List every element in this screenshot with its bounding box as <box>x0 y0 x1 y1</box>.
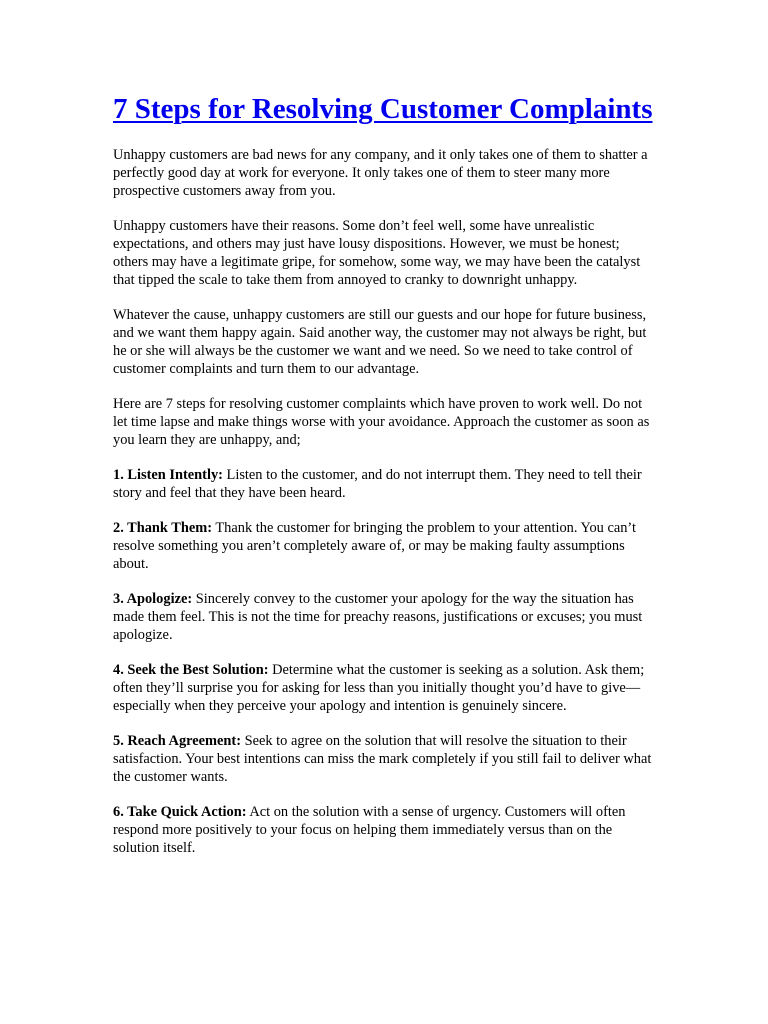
title-text[interactable]: 7 Steps for Resolving Customer Complaints <box>113 93 653 125</box>
step-5-text: Seek to agree on the solution that will resolve the situation to their satisfaction. Your best intentions can miss the mark completely if you still fail to deliver what the customer wants. <box>113 733 652 785</box>
paragraph-4: Here are 7 steps for resolving customer complaints which have proven to work well. Do not let time lapse and make things worse with your avoidance. Approach the customer as soon as you learn they are unhappy, and; <box>113 396 650 448</box>
step-1 <box>113 466 658 502</box>
step-4 <box>113 661 658 715</box>
step-1-text: Listen to the customer, and do not interrupt them. They need to tell their story and feel that they have been heard. <box>113 467 642 501</box>
step-2-heading: 2. Thank Them: <box>113 520 213 536</box>
step-3-heading: 3. Apologize: <box>113 591 193 607</box>
step-2 <box>113 519 658 573</box>
step-4-text: Determine what the customer is seeking as a solution. Ask them; often they’ll surprise you for asking for less than you initially thought you’d have to give—especially when they perceive your apology and intention is genuinely sincere. <box>113 662 645 714</box>
step-3 <box>113 590 658 644</box>
intro-section <box>113 146 658 449</box>
steps-list <box>113 466 658 857</box>
paragraph-3: Whatever the cause, unhappy customers are still our guests and our hope for future business, and we want them happy again. Said another way, the customer may not always be right, but he or she will always be the customer we want and we need. So we need to take control of customer complaints and turn them to our advantage. <box>113 307 647 377</box>
step-6 <box>113 803 658 857</box>
document-page <box>113 92 658 874</box>
step-5-heading: 5. Reach Agreement: <box>113 733 242 749</box>
step-1-heading: 1. Listen Intently: <box>113 467 223 483</box>
step-6-heading: 6. Take Quick Action: <box>113 804 247 820</box>
step-6-text: Act on the solution with a sense of urgency. Customers will often respond more positively to your focus on helping them immediately versus than on the solution itself. <box>113 804 626 856</box>
step-3-text: Sincerely convey to the customer your apology for the way the situation has made them feel. This is not the time for preachy reasons, justifications or excuses; you must apologize. <box>113 591 643 643</box>
paragraph-1: Unhappy customers are bad news for any company, and it only takes one of them to shatter a perfectly good day at work for everyone. It only takes one of them to steer many more prospective customers away from you. <box>113 147 648 199</box>
paragraph-2: Unhappy customers have their reasons. Some don’t feel well, some have unrealistic expectations, and others may just have lousy dispositions. However, we must be honest; others may have a legitimate gripe, for somehow, some way, we may have been the catalyst that tipped the scale to take them from annoyed to cranky to downright unhappy. <box>113 218 641 288</box>
step-4-heading: 4. Seek the Best Solution: <box>113 662 269 678</box>
document-title-link[interactable] <box>113 92 658 127</box>
step-5 <box>113 732 658 786</box>
step-2-text: Thank the customer for bringing the problem to your attention. You can’t resolve something you aren’t completely aware of, or may be making faulty assumptions about. <box>113 520 636 572</box>
